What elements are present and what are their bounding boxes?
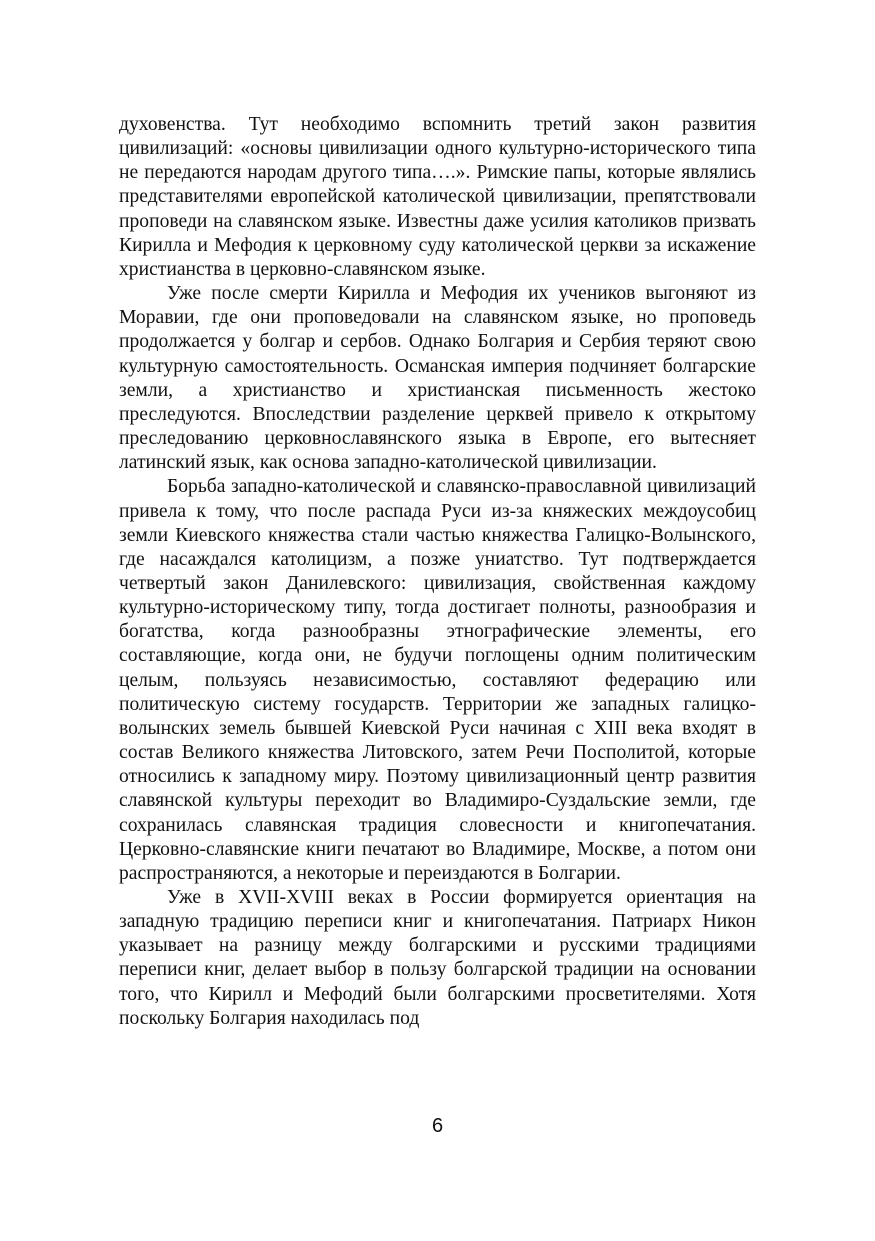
paragraph: Уже после смерти Кирилла и Мефодия их учеников выгоняют из Моравии, где они проповедовали на славянском языке, но проповедь продолжается у болгар и сербов. Однако Болгария и Сербия теряют свою культурную самостоятельность. Османская империя подчиняет болгарские земли, а христианство и христианская письменность жестоко преследуются. Впоследствии разделение церквей привело к открытому преследованию церковнославянского языка в Европе, его вытесняет латинский язык, как основа западно-католической цивилизации. (119, 283, 756, 474)
page-number: 6 (431, 1115, 444, 1137)
paragraph: Уже в XVII-XVIII веках в России формируется ориентация на западную традицию переписи книг и книгопечатания. Патриарх Никон указывает на разницу между болгарскими и русскими традициями переписи книг, делает выбор в пользу болгарской традиции на основании того, что Кирилл и Мефодий были болгарскими просветителями. Хотя поскольку Болгария находилась под (119, 887, 756, 1029)
document-page (119, 113, 756, 1031)
paragraph: духовенства. Тут необходимо вспомнить третий закон развития цивилизаций: «основы цивилизации одного культурно-исторического типа не передаются народам другого типа….». Римские папы, которые являлись представителями европейской католической цивилизации, препятствовали проповеди на славянском языке. Известны даже усилия католиков призвать Кирилла и Мефодия к церковному суду католической церкви за искажение христианства в церковно-славянском языке. (119, 114, 756, 280)
paragraph: Борьба западно-католической и славянско-православной цивилизаций привела к тому, что после распада Руси из-за княжеских междоусобиц земли Киевского княжества стали частью княжества Галицко-Волынского, где насаждался католицизм, а позже униатство. Тут подтверждается четвертый закон Данилевского: цивилизация, свойственная каждому культурно-историческому типу, тогда достигает полноты, разнообразия и богатства, когда разнообразны этнографические элементы, его составляющие, когда они, не будучи поглощены одним политическим целым, пользуясь независимостью, составляют федерацию или политическую систему государств. Территории же западных галицко-волынских земель бывшей Киевской Руси начиная с XIII века входят в состав Великого княжества Литовского, затем Речи Посполитой, которые относились к западному миру. Поэтому цивилизационный центр развития славянской культуры переходит во Владимиро-Суздальские земли, где сохранилась славянская традиция словесности и книгопечатания. Церковно-славянские книги печатают во Владимире, Москве, а потом они распространяются, а некоторые и переиздаются в Болгарии. (119, 476, 756, 884)
